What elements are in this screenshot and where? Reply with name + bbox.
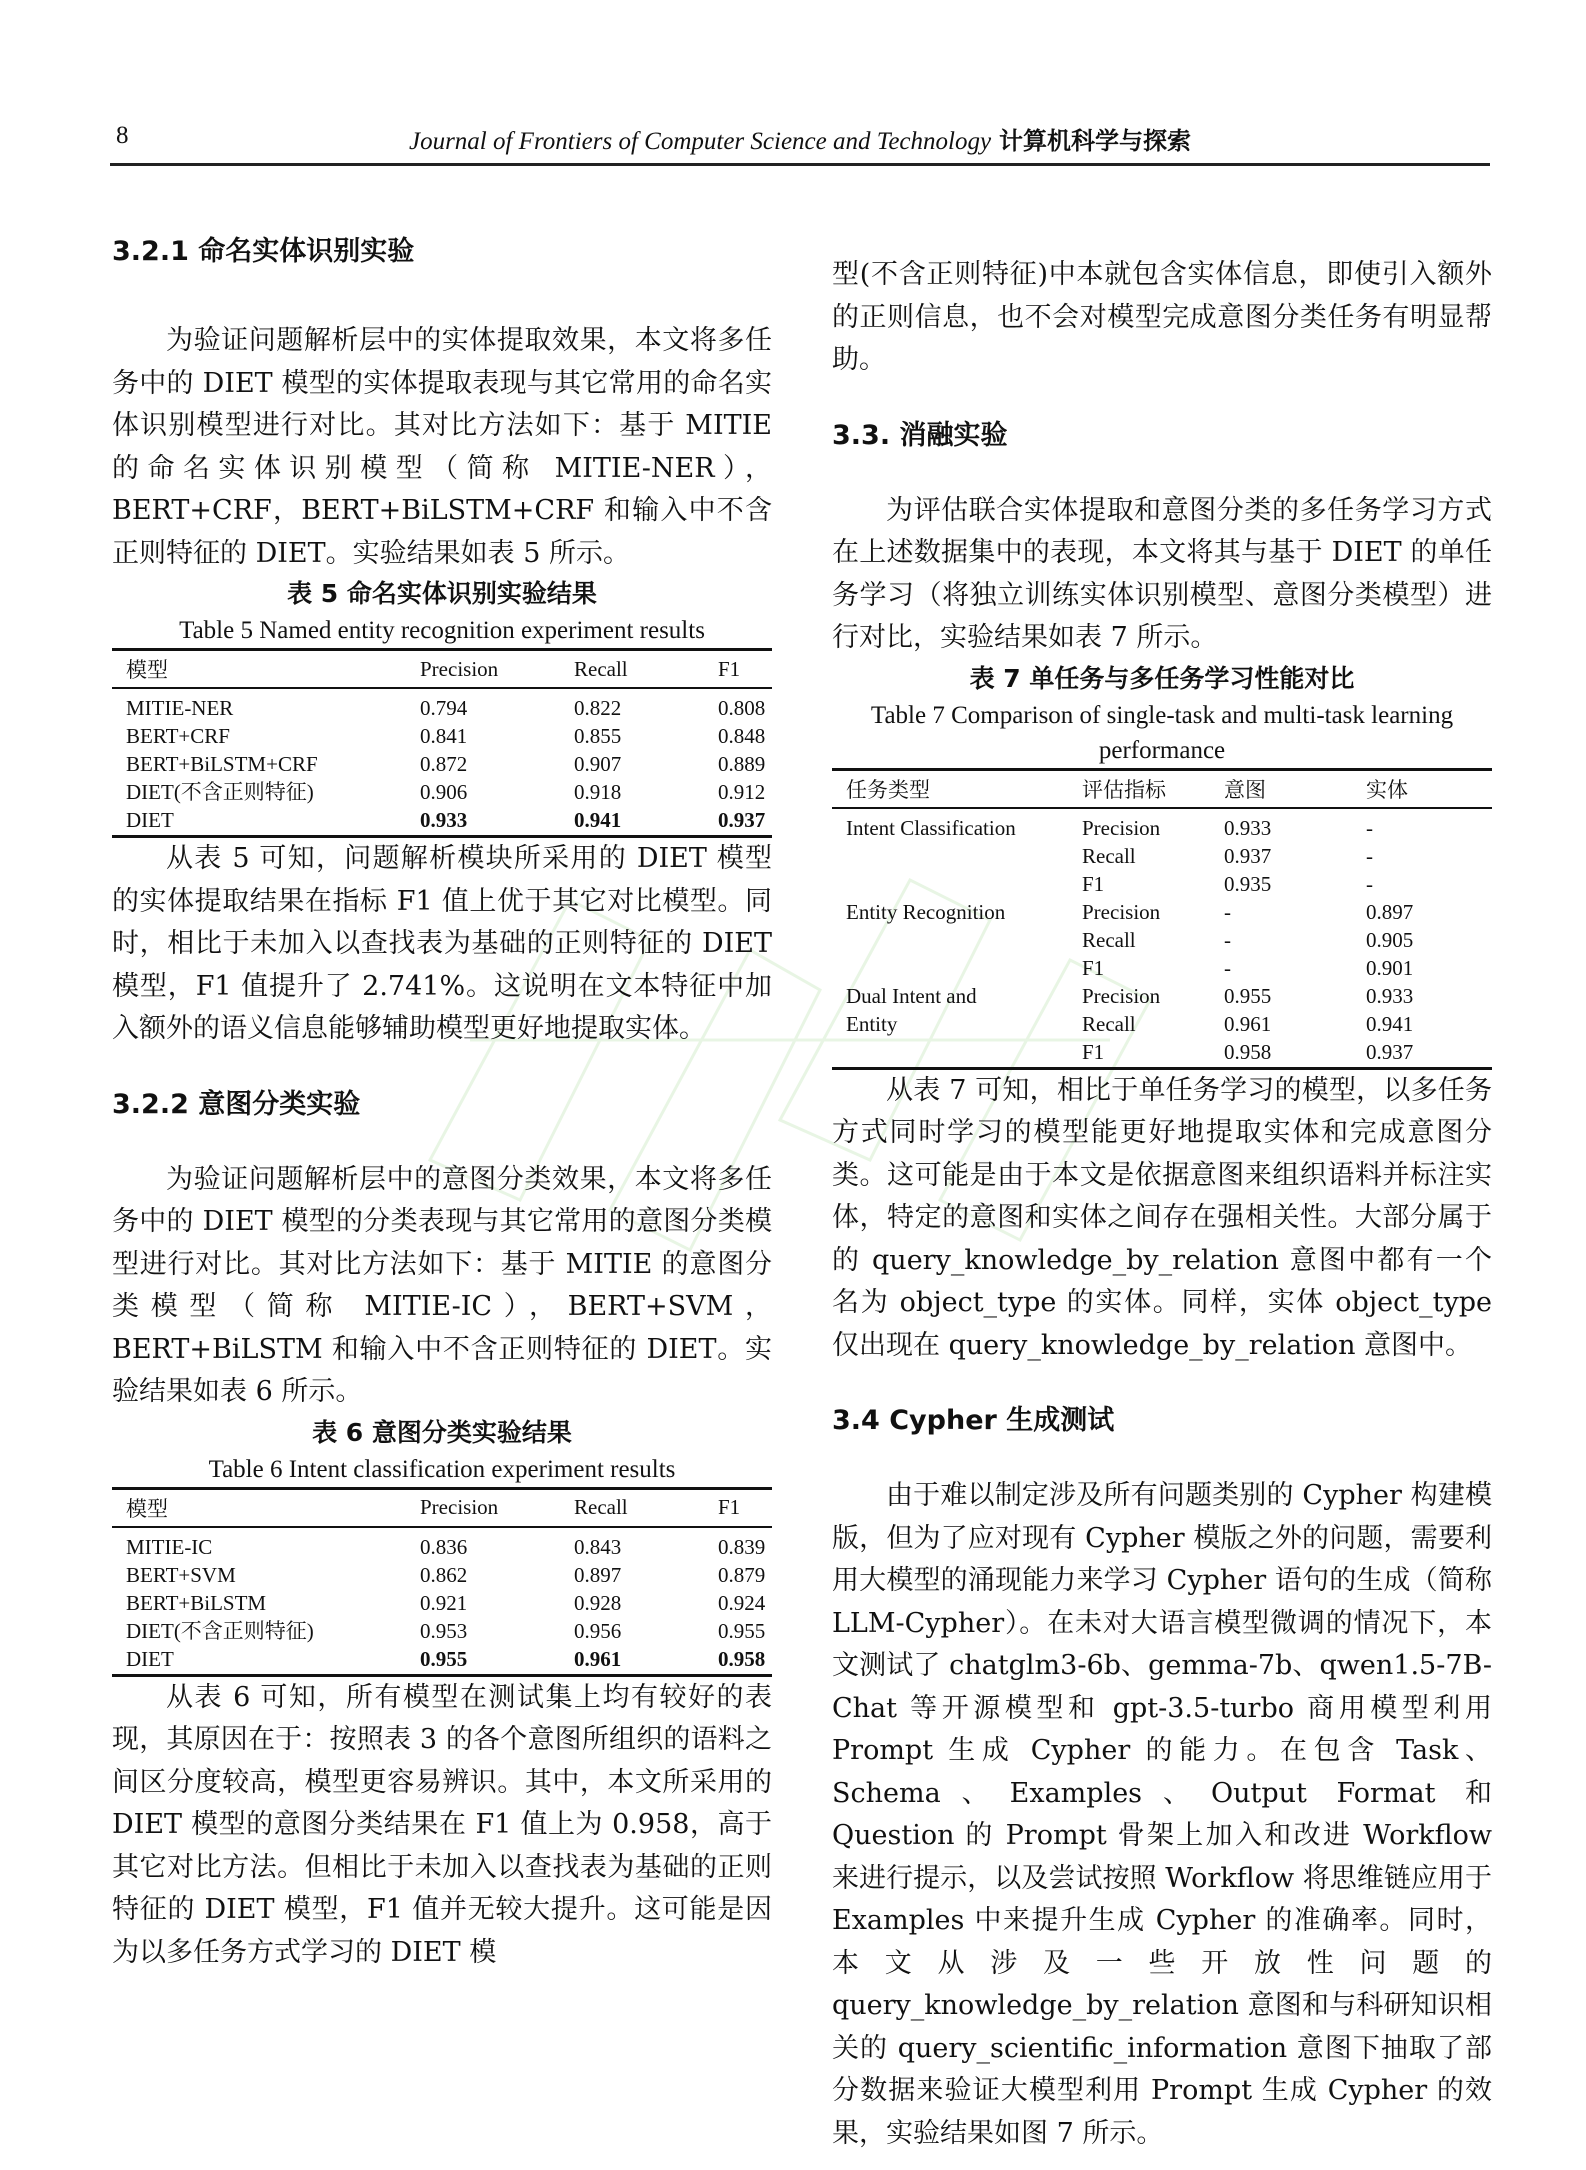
table-cell: 0.907 — [574, 752, 622, 776]
section-3-2-1-paragraph-1: 为验证问题解析层中的实体提取效果，本文将多任务中的 DIET 模型的实体提取表现与其它常用的命名实体识别模型进行对比。其对比方法如下：基于 MITIE 的命名实体识别模型（简称 MITIE-NER），BERT+CRF，BERT+BiLSTM+CRF 和输入中不含正则特征的 DIET。实验结果如表 5 所示。 — [112, 325, 772, 569]
table-cell: 0.961 — [1224, 1011, 1272, 1036]
table-cell: BERT+CRF — [126, 724, 230, 748]
table-cell: 0.889 — [718, 752, 766, 776]
left-column — [112, 232, 772, 1974]
table-row — [832, 899, 1492, 927]
table-cell: Precision — [1082, 815, 1161, 840]
table-cell — [832, 871, 1068, 899]
table-cell: Dual Intent and — [846, 983, 977, 1008]
journal-title — [110, 121, 1490, 156]
table7-header-metric: 评估指标 — [1068, 769, 1210, 808]
table-cell: 0.912 — [718, 780, 766, 804]
table7-caption-en: Table 7 Comparison of single-task and multi-task learning performance — [870, 701, 1454, 764]
table-cell: 0.836 — [420, 1534, 468, 1559]
table-cell: DIET — [112, 807, 406, 837]
table-row — [832, 871, 1492, 899]
table-row — [832, 1039, 1492, 1069]
table-cell: DIET — [112, 1646, 406, 1676]
table-cell: 0.937 — [1224, 843, 1272, 868]
table-row — [112, 1562, 772, 1590]
table-row — [112, 779, 772, 807]
table-row — [112, 751, 772, 779]
section-3-2-2-title: 3.2.2 意图分类实验 — [112, 1088, 361, 1120]
table-cell: 0.905 — [1366, 927, 1414, 952]
section-3-3-paragraph-1: 为评估联合实体提取和意图分类的多任务学习方式在上述数据集中的表现，本文将其与基于 DIET 的单任务学习（将独立训练实体识别模型、意图分类模型）进行对比，实验结果如表 7 所示。 — [832, 494, 1492, 653]
table5-header-f1: F1 — [704, 650, 772, 689]
table-cell — [832, 955, 1068, 983]
section-3-2-1-paragraph-2: 从表 5 可知，问题解析模块所采用的 DIET 模型的实体提取结果在指标 F1 值上优于其它对比模型。同时，相比于未加入以查找表为基础的正则特征的 DIET 模型，F1 值提升了 2.741%。这说明在文本特征中加入额外的语义信息能够辅助模型更好地提取实体。 — [112, 843, 772, 1044]
table-cell: 0.924 — [718, 1590, 766, 1615]
page-number: 8 — [116, 122, 129, 149]
table-cell: 0.955 — [718, 1618, 766, 1643]
table-cell: MITIE-IC — [126, 1534, 213, 1559]
table-row — [832, 983, 1492, 1011]
table-cell: 0.794 — [420, 696, 468, 720]
table-cell: 0.953 — [420, 1618, 468, 1643]
table5-header-model: 模型 — [112, 650, 406, 689]
table-cell: MITIE-NER — [126, 696, 234, 720]
table-cell: 0.862 — [420, 1562, 468, 1587]
table-cell: - — [1366, 843, 1373, 868]
table-row — [112, 1527, 772, 1562]
table-cell: 0.958 — [1210, 1039, 1352, 1069]
section-3-4-paragraph-1: 由于难以制定涉及所有问题类别的 Cypher 构建模版，但为了应对现有 Cypher 模版之外的问题，需要利用大模型的涌现能力来学习 Cypher 语句的生成（简称 LLM-Cypher）。在未对大语言模型微调的情况下，本文测试了 chatglm3-6b、gemma-7b、qwen1.5-7B-Chat 等开源模型和 gpt-3.5-turbo 商用模型利用 Prompt 生成 Cypher 的能力。在包含 Task、Schema、Examples、Output Format 和 Question 的 Prompt 骨架上加入和改进 Workflow 来进行提示，以及尝试按照 Workflow 将思维链应用于 Examples 中来提升生成 Cypher 的准确率。同时，本文从涉及一些开放性问题的 query_knowledge_by_relation 意图和与科研知识相关的 query_scientific_information 意图下抽取了部分数据来验证大模型利用 Prompt 生成 Cypher 的效果，实验结果如图 7 所示。 — [832, 1480, 1492, 2149]
table7 — [832, 768, 1492, 1070]
table-cell: F1 — [1082, 955, 1105, 980]
table7-header-intent: 意图 — [1210, 769, 1352, 808]
table-cell: 0.933 — [1224, 815, 1272, 840]
section-3-2-1-title: 3.2.1 命名实体识别实验 — [112, 236, 415, 267]
table-row — [832, 808, 1492, 843]
section-3-3-paragraph-2: 从表 7 可知，相比于单任务学习的模型，以多任务方式同时学习的模型能更好地提取实体和完成意图分类。这可能是由于本文是依据意图来组织语料并标注实体，特定的意图和实体之间存在强相关性。大部分属于的 query_knowledge_by_relation 意图中都有一个名为 object_type 的实体。同样，实体 object_type 仅出现在 query_knowledge_by_relation 意图中。 — [832, 1074, 1492, 1361]
table-cell — [832, 1039, 1068, 1069]
table-cell: 0.897 — [574, 1562, 622, 1587]
table-cell: 0.822 — [574, 696, 622, 720]
table-cell: 0.906 — [420, 780, 468, 804]
table-cell — [832, 927, 1068, 955]
table-cell: 0.928 — [574, 1590, 622, 1615]
table-cell: BERT+BiLSTM+CRF — [126, 752, 318, 776]
table-cell: - — [1224, 927, 1231, 952]
table-row — [112, 807, 772, 837]
table-cell: 0.921 — [420, 1590, 468, 1615]
table-row — [832, 843, 1492, 871]
table-cell: BERT+SVM — [126, 1562, 236, 1587]
table-cell: 0.839 — [718, 1534, 766, 1559]
table-cell: DIET(不含正则特征) — [126, 780, 314, 804]
table5 — [112, 648, 772, 838]
table-cell: 0.956 — [574, 1618, 622, 1643]
table6-caption-cn: 表 6 意图分类实验结果 — [312, 1417, 572, 1447]
table-cell: 0.933 — [406, 807, 560, 837]
table-cell: 0.961 — [560, 1646, 704, 1676]
table-cell: 0.941 — [560, 807, 704, 837]
table-cell: - — [1366, 871, 1373, 896]
table-row — [112, 688, 772, 723]
table-cell: 0.918 — [574, 780, 622, 804]
right-column — [832, 254, 1492, 2155]
table-cell: Entity — [846, 1011, 898, 1036]
table-cell: 0.935 — [1224, 871, 1272, 896]
table7-caption-cn: 表 7 单任务与多任务学习性能对比 — [969, 663, 1355, 693]
header-rule — [110, 163, 1490, 166]
table6-caption-en: Table 6 Intent classification experiment results — [208, 1455, 676, 1483]
table-cell: DIET(不含正则特征) — [126, 1618, 314, 1643]
table-cell: 0.843 — [574, 1534, 622, 1559]
table-cell: 0.808 — [718, 696, 766, 720]
table-cell: - — [1366, 815, 1373, 840]
table6-header-precision: Precision — [406, 1488, 560, 1527]
section-3-4-title: 3.4 Cypher 生成测试 — [832, 1405, 1115, 1436]
table-row — [112, 723, 772, 751]
journal-title-en: Journal of Frontiers of Computer Science and Technology — [408, 128, 992, 155]
table6 — [112, 1487, 772, 1677]
table7-header-task-type: 任务类型 — [832, 769, 1068, 808]
table-cell: 0.937 — [704, 807, 772, 837]
table-cell: F1 — [1082, 871, 1105, 896]
table-cell: 0.901 — [1366, 955, 1414, 980]
table-row — [112, 1590, 772, 1618]
table-row — [832, 927, 1492, 955]
table-row — [832, 955, 1492, 983]
section-3-2-2-paragraph-2: 从表 6 可知，所有模型在测试集上均有较好的表现，其原因在于：按照表 3 的各个意图所组织的语料之间区分度较高，模型更容易辨识。其中，本文所采用的 DIET 模型的意图分类结果在 F1 值上为 0.958，高于其它对比方法。但相比于未加入以查找表为基础的正则特征的 DIET 模型，F1 值并无较大提升。这可能是因为以多任务方式学习的 DIET 模 — [112, 1681, 772, 1968]
table-cell: 0.848 — [718, 724, 766, 748]
table-cell: 0.872 — [420, 752, 468, 776]
running-header — [110, 118, 1490, 160]
table-cell: Recall — [1082, 1011, 1136, 1036]
table-cell: 0.955 — [1224, 983, 1272, 1008]
table-cell — [832, 843, 1068, 871]
table-cell: 0.941 — [1366, 1011, 1414, 1036]
table-cell: 0.937 — [1352, 1039, 1492, 1069]
table6-header-model: 模型 — [112, 1488, 406, 1527]
table-cell: F1 — [1068, 1039, 1210, 1069]
table-cell: Precision — [1082, 899, 1161, 924]
table5-header-precision: Precision — [406, 650, 560, 689]
table-cell: 0.855 — [574, 724, 622, 748]
journal-title-cn: 计算机科学与探索 — [999, 127, 1192, 155]
table5-header-recall: Recall — [560, 650, 704, 689]
table-cell: 0.879 — [718, 1562, 766, 1587]
section-3-2-2-paragraph-1: 为验证问题解析层中的意图分类效果，本文将多任务中的 DIET 模型的分类表现与其它常用的意图分类模型进行对比。其对比方法如下：基于 MITIE 的意图分类模型（简称 MITIE-IC），BERT+SVM，BERT+BiLSTM 和输入中不含正则特征的 DIET。实验结果如表 6 所示。 — [112, 1163, 772, 1407]
table-cell: 0.841 — [420, 724, 468, 748]
table5-caption-cn: 表 5 命名实体识别实验结果 — [287, 579, 597, 608]
table-row — [832, 1011, 1492, 1039]
table-cell: 0.955 — [406, 1646, 560, 1676]
table-cell: Recall — [1082, 843, 1136, 868]
table-row — [112, 1646, 772, 1676]
table-cell: 0.933 — [1366, 983, 1414, 1008]
table-cell: Entity Recognition — [846, 899, 1006, 924]
table-cell: 0.897 — [1366, 899, 1414, 924]
table-cell: - — [1224, 955, 1231, 980]
section-3-3-title: 3.3. 消融实验 — [832, 419, 1008, 451]
table-row — [112, 1618, 772, 1646]
continued-paragraph: 型(不含正则特征)中本就包含实体信息，即使引入额外的正则信息，也不会对模型完成意图分类任务有明显帮助。 — [832, 259, 1492, 375]
table-cell: 0.958 — [704, 1646, 772, 1676]
table-cell: Recall — [1082, 927, 1136, 952]
table-cell: Intent Classification — [846, 815, 1016, 840]
table-cell: BERT+BiLSTM — [126, 1590, 267, 1615]
table-cell: - — [1224, 899, 1231, 924]
table5-caption-en: Table 5 Named entity recognition experiment results — [179, 617, 705, 644]
table7-header-entity: 实体 — [1352, 769, 1492, 808]
table6-header-f1: F1 — [704, 1488, 772, 1527]
table6-header-recall: Recall — [560, 1488, 704, 1527]
table-cell: Precision — [1082, 983, 1161, 1008]
